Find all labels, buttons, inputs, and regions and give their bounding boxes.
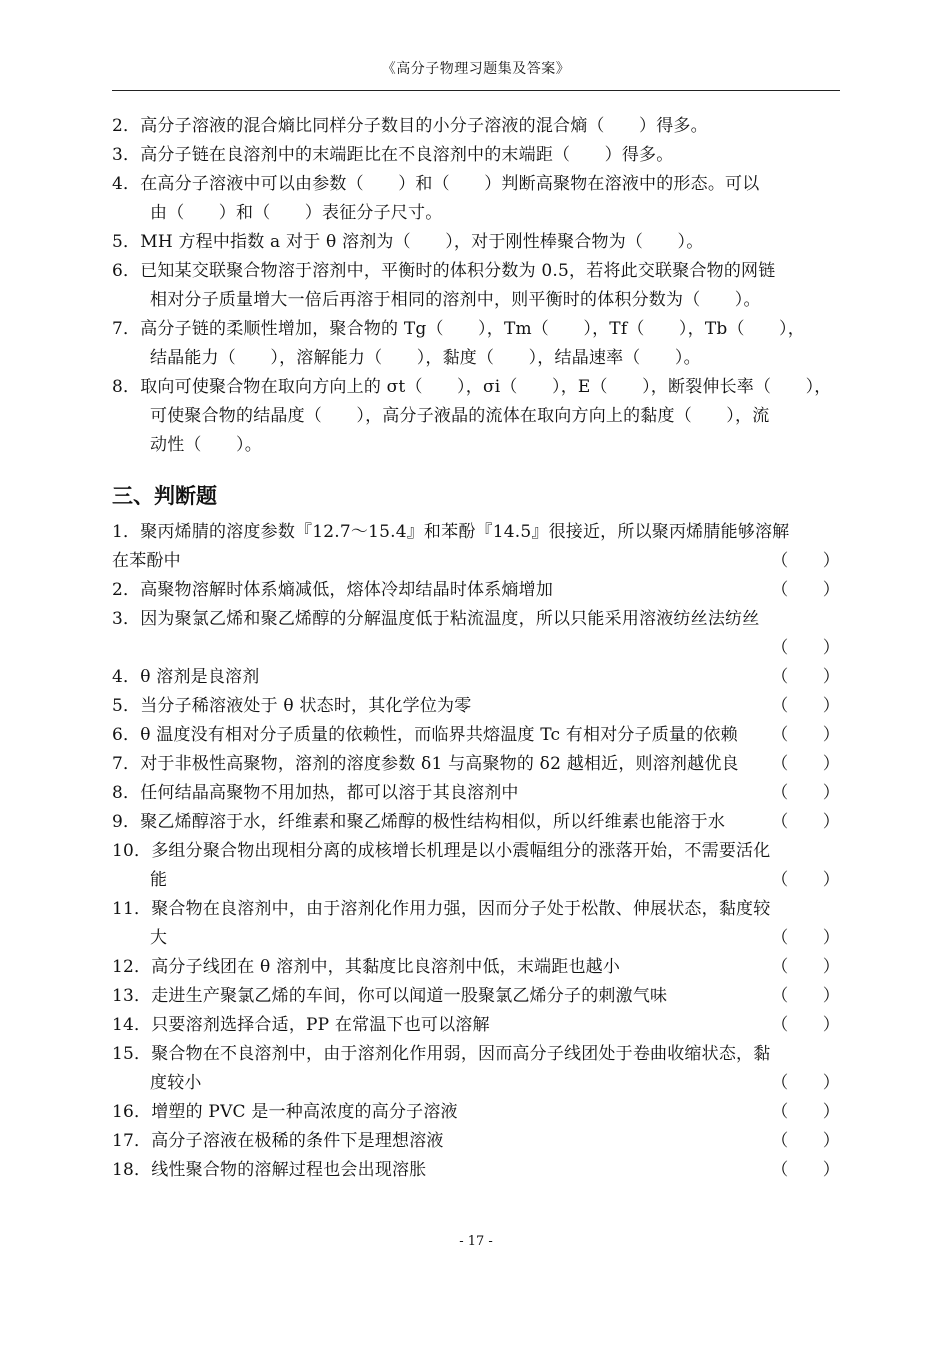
question-text: 1．聚丙烯腈的溶度参数『12.7～15.4』和苯酚『14.5』很接近，所以聚丙烯腈能够溶解 [112,522,790,542]
question-text: 在苯酚中 [112,551,181,571]
fill-blank-line: 可使聚合物的结晶度（ ），高分子液晶的流体在取向方向上的黏度（ ），流 [150,406,770,426]
question-text: 3．因为聚氯乙烯和聚乙烯醇的分解温度低于粘流温度，所以只能采用溶液纺丝法纺丝 [112,609,760,629]
fill-in-blank-questions [112,112,840,460]
question-text: 17．高分子溶液在极稀的条件下是理想溶液 [112,1131,444,1151]
answer-bracket: （ ） [771,638,840,658]
fill-blank-line: 2．高分子溶液的混合熵比同样分子数目的小分子溶液的混合熵（ ）得多。 [112,116,708,136]
page-header: 《高分子物理习题集及答案》 [381,61,571,77]
answer-bracket: （ ） [771,1102,840,1122]
question-text: 18．线性聚合物的溶解过程也会出现溶胀 [112,1160,427,1180]
answer-bracket: （ ） [771,1160,840,1180]
judgment-item-continuation [112,924,840,953]
judgment-item [112,1127,840,1156]
answer-bracket: （ ） [771,812,840,832]
question-text: 9．聚乙烯醇溶于水，纤维素和聚乙烯醇的极性结构相似，所以纤维素也能溶于水 [112,812,726,832]
question-text: 15．聚合物在不良溶剂中，由于溶剂化作用弱，因而高分子线团处于卷曲收缩状态，黏 [112,1044,771,1064]
answer-bracket: （ ） [771,1073,840,1093]
judgment-item [112,663,840,692]
fill-blank-line: 结晶能力（ ），溶解能力（ ），黏度（ ），结晶速率（ ）。 [150,348,701,368]
judgment-item [112,982,840,1011]
judgment-item-continuation [112,547,840,576]
page-content [112,112,840,1185]
judgment-item-continuation [112,866,840,895]
judgment-questions [112,518,840,1185]
judgment-item [112,750,840,779]
question-text: 6．θ 温度没有相对分子质量的依赖性，而临界共熔温度 Tc 有相对分子质量的依赖 [112,725,738,745]
judgment-item [112,895,840,924]
question-text: 10．多组分聚合物出现相分离的成核增长机理是以小震幅组分的涨落开始，不需要活化 [112,841,771,861]
judgment-item [112,1156,840,1185]
question-text: 14．只要溶剂选择合适，PP 在常温下也可以溶解 [112,1015,490,1035]
judgment-item [112,779,840,808]
judgment-item [112,1040,840,1069]
fill-blank-line: 相对分子质量增大一倍后再溶于相同的溶剂中，则平衡时的体积分数为（ ）。 [150,290,761,310]
question-text: 度较小 [150,1073,202,1093]
question-text: 2．高聚物溶解时体系熵减低，熔体冷却结晶时体系熵增加 [112,580,554,600]
question-text: 能 [150,870,168,890]
question-text: 7．对于非极性高聚物，溶剂的溶度参数 δ1 与高聚物的 δ2 越相近，则溶剂越优良 [112,754,739,774]
question-text: 5．当分子稀溶液处于 θ 状态时，其化学位为零 [112,696,472,716]
question-text: 4．θ 溶剂是良溶剂 [112,667,260,687]
judgment-item [112,953,840,982]
question-text: 大 [150,928,168,948]
answer-bracket: （ ） [771,957,840,977]
judgment-item-mark-line [112,634,840,663]
judgment-item [112,518,840,547]
answer-bracket: （ ） [771,551,840,571]
section-title-judgment: 三、判断题 [112,484,217,508]
question-text: 11．聚合物在良溶剂中，由于溶剂化作用力强，因而分子处于松散、伸展状态，黏度较 [112,899,771,919]
judgment-item [112,692,840,721]
judgment-item [112,837,840,866]
question-text: 13．走进生产聚氯乙烯的车间，你可以闻道一股聚氯乙烯分子的刺激气味 [112,986,668,1006]
answer-bracket: （ ） [771,783,840,803]
answer-bracket: （ ） [771,725,840,745]
answer-bracket: （ ） [771,1131,840,1151]
judgment-item [112,1098,840,1127]
answer-bracket: （ ） [771,754,840,774]
fill-blank-line: 7．高分子链的柔顺性增加，聚合物的 Tg（ ），Tm（ ），Tf（ ），Tb（ ）， [112,319,805,339]
fill-blank-line: 8．取向可使聚合物在取向方向上的 σt（ ），σi（ ），E（ ），断裂伸长率（ ）， [112,377,832,397]
fill-blank-line: 6．已知某交联聚合物溶于溶剂中，平衡时的体积分数为 0.5，若将此交联聚合物的网链 [112,261,776,281]
judgment-item [112,1011,840,1040]
question-text: 16．增塑的 PVC 是一种高浓度的高分子溶液 [112,1102,458,1122]
judgment-item [112,721,840,750]
fill-blank-line: 5．MH 方程中指数 a 对于 θ 溶剂为（ ），对于刚性棒聚合物为（ ）。 [112,232,704,252]
answer-bracket: （ ） [771,696,840,716]
fill-blank-line: 4．在高分子溶液中可以由参数（ ）和（ ）判断高聚物在溶液中的形态。可以 [112,174,760,194]
fill-blank-line: 动性（ ）。 [150,435,262,455]
answer-bracket: （ ） [771,580,840,600]
fill-blank-line: 由（ ）和（ ）表征分子尺寸。 [150,203,443,223]
answer-bracket: （ ） [771,870,840,890]
fill-blank-line: 3．高分子链在良溶剂中的末端距比在不良溶剂中的末端距（ ）得多。 [112,145,674,165]
judgment-item [112,605,840,634]
judgment-item [112,576,840,605]
answer-bracket: （ ） [771,667,840,687]
page-number: - 17 - [459,1234,493,1249]
question-text: 12．高分子线团在 θ 溶剂中，其黏度比良溶剂中低，末端距也越小 [112,957,621,977]
header-rule [112,90,840,91]
judgment-item-continuation [112,1069,840,1098]
question-text: 8．任何结晶高聚物不用加热，都可以溶于其良溶剂中 [112,783,519,803]
answer-bracket: （ ） [771,986,840,1006]
answer-bracket: （ ） [771,1015,840,1035]
answer-bracket: （ ） [771,928,840,948]
judgment-item [112,808,840,837]
